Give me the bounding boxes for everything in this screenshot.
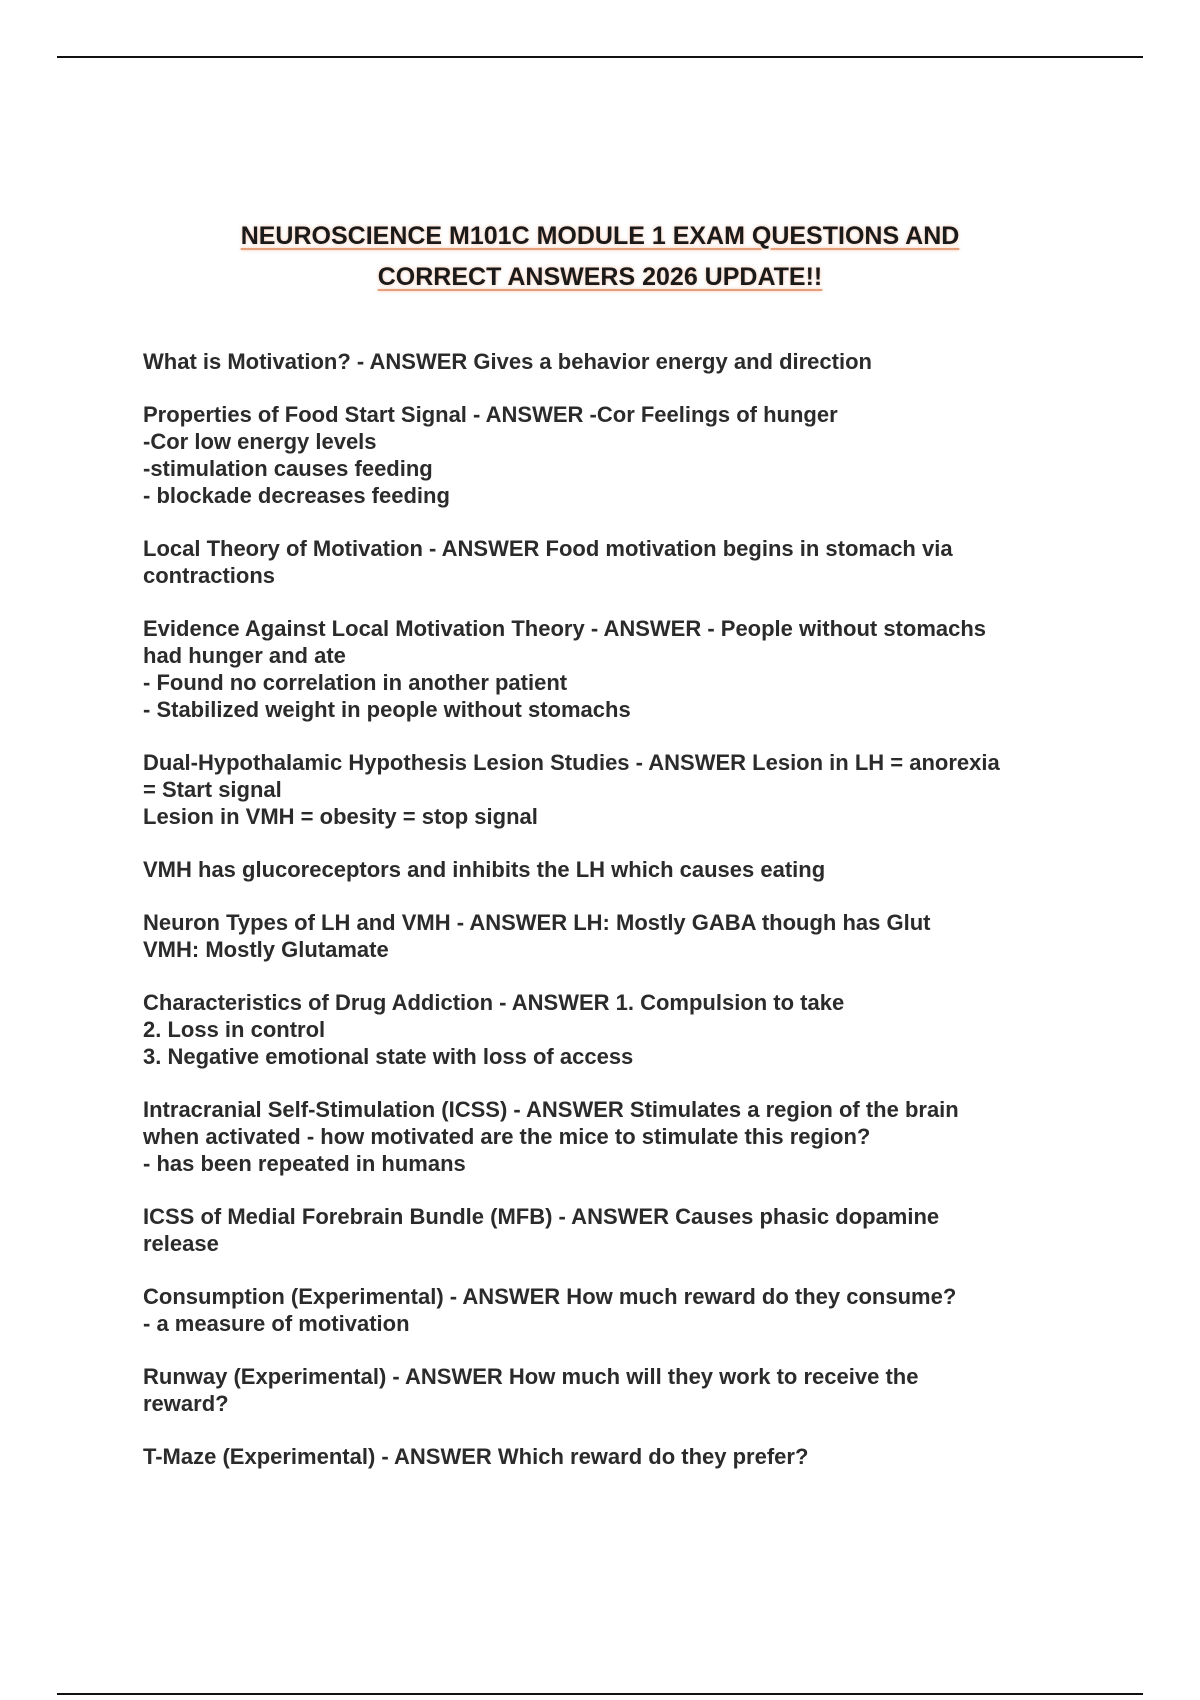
qa-entry	[143, 535, 1083, 589]
qa-line: -stimulation causes feeding	[143, 456, 433, 481]
qa-line: Lesion in VMH = obesity = stop signal	[143, 804, 538, 829]
qa-entry	[143, 1283, 1083, 1337]
qa-line: - has been repeated in humans	[143, 1151, 466, 1176]
qa-line: Consumption (Experimental) - ANSWER How much reward do they consume?	[143, 1284, 957, 1309]
qa-line: What is Motivation? - ANSWER Gives a behavior energy and direction	[143, 349, 872, 374]
qa-entry	[143, 401, 1083, 509]
qa-line: VMH: Mostly Glutamate	[143, 937, 389, 962]
qa-line: T-Maze (Experimental) - ANSWER Which reward do they prefer?	[143, 1444, 809, 1469]
qa-line: = Start signal	[143, 777, 282, 802]
qa-line: Characteristics of Drug Addiction - ANSWER 1. Compulsion to take	[143, 990, 845, 1015]
qa-line: -Cor low energy levels	[143, 429, 377, 454]
qa-line: when activated - how motivated are the mice to stimulate this region?	[143, 1124, 871, 1149]
qa-line: Runway (Experimental) - ANSWER How much will they work to receive the	[143, 1364, 919, 1389]
qa-entry	[143, 989, 1083, 1070]
qa-entry	[143, 909, 1083, 963]
title-line-1: NEUROSCIENCE M101C MODULE 1 EXAM QUESTIONS AND	[240, 222, 960, 250]
document-title	[0, 216, 1200, 298]
qa-line: 2. Loss in control	[143, 1017, 326, 1042]
qa-line: Neuron Types of LH and VMH - ANSWER LH: Mostly GABA though has Glut	[143, 910, 931, 935]
qa-line: - Found no correlation in another patient	[143, 670, 568, 695]
qa-line: - Stabilized weight in people without stomachs	[143, 697, 631, 722]
qa-line: Local Theory of Motivation - ANSWER Food motivation begins in stomach via	[143, 536, 953, 561]
qa-line: had hunger and ate	[143, 643, 346, 668]
qa-line: - blockade decreases feeding	[143, 483, 450, 508]
qa-line: ICSS of Medial Forebrain Bundle (MFB) - ANSWER Causes phasic dopamine	[143, 1204, 940, 1229]
qa-entry	[143, 1363, 1083, 1417]
qa-line: release	[143, 1231, 219, 1256]
qa-entry	[143, 1443, 1083, 1470]
top-rule	[57, 56, 1143, 58]
qa-entry	[143, 1203, 1083, 1257]
qa-line: - a measure of motivation	[143, 1311, 410, 1336]
qa-line: Dual-Hypothalamic Hypothesis Lesion Studies - ANSWER Lesion in LH = anorexia	[143, 750, 1000, 775]
qa-entry	[143, 348, 1083, 375]
qa-line: contractions	[143, 563, 276, 588]
qa-line: Evidence Against Local Motivation Theory - ANSWER - People without stomachs	[143, 616, 987, 641]
qa-line: VMH has glucoreceptors and inhibits the LH which causes eating	[143, 857, 826, 882]
qa-entry	[143, 1096, 1083, 1177]
qa-line: reward?	[143, 1391, 229, 1416]
qa-entry	[143, 615, 1083, 723]
qa-line: 3. Negative emotional state with loss of access	[143, 1044, 634, 1069]
qa-entry	[143, 749, 1083, 830]
qa-line: Properties of Food Start Signal - ANSWER -Cor Feelings of hunger	[143, 402, 838, 427]
qa-list	[143, 348, 1083, 1496]
qa-entry	[143, 856, 1083, 883]
qa-line: Intracranial Self-Stimulation (ICSS) - ANSWER Stimulates a region of the brain	[143, 1097, 959, 1122]
bottom-rule	[57, 1693, 1143, 1695]
title-line-2: CORRECT ANSWERS 2026 UPDATE!!	[377, 263, 823, 291]
